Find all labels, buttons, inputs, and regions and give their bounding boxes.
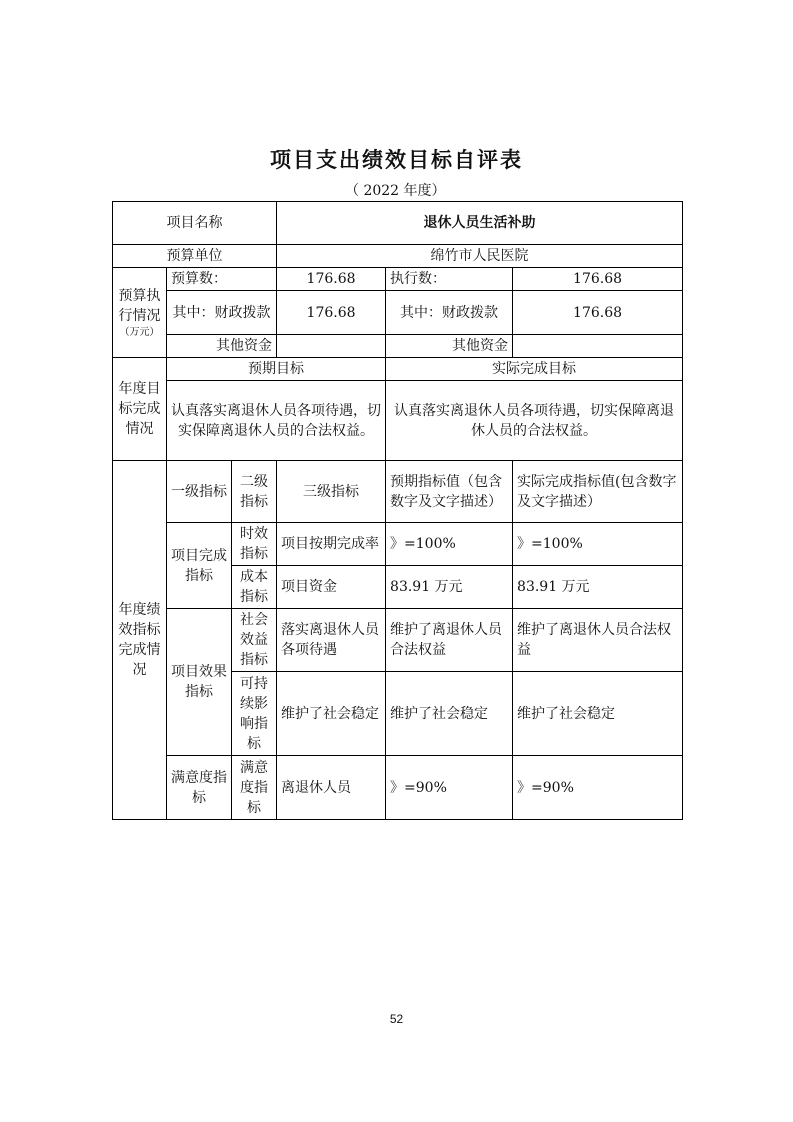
actual-value-header: 实际完成指标值(包含数字及文字描述） <box>513 461 683 523</box>
indicator-expected: 》=100% <box>386 523 513 566</box>
page-title: 项目支出绩效目标自评表 <box>270 148 523 172</box>
indicator-level2: 满意度指标 <box>232 756 277 820</box>
indicator-level3: 维护了社会稳定 <box>277 672 386 756</box>
project-name-row <box>113 202 683 245</box>
fiscal-exec-label: 其中：财政拨款 <box>386 291 513 335</box>
expected-goal-header: 预期目标 <box>167 358 386 381</box>
project-name-label: 项目名称 <box>113 202 277 245</box>
indicator-level2: 社会效益指标 <box>232 609 277 672</box>
actual-goal-text: 认真落实离退休人员各项待遇，切实保障离退休人员的合法权益。 <box>386 381 683 461</box>
annual-goal-content-row <box>113 381 683 461</box>
fiscal-budget-value: 176.68 <box>277 291 386 335</box>
budget-section-unit: （万元） <box>119 326 160 338</box>
evaluation-table <box>112 201 683 820</box>
indicator-actual: 维护了社会稳定 <box>513 672 683 756</box>
budget-amount-label: 预算数： <box>167 268 277 291</box>
other-funds-exec-value <box>513 335 683 358</box>
annual-goal-section-label: 年度目标完成情况 <box>113 358 167 461</box>
budget-unit-row <box>113 245 683 268</box>
indicator-level3: 项目按期完成率 <box>277 523 386 566</box>
indicator-level2: 可持续影响指标 <box>232 672 277 756</box>
indicator-actual: 》=100% <box>513 523 683 566</box>
indicator-level2: 成本指标 <box>232 566 277 609</box>
level3-header: 三级指标 <box>277 461 386 523</box>
other-funds-label: 其他资金 <box>167 335 277 358</box>
indicator-level2: 时效指标 <box>232 523 277 566</box>
indicator-level3: 离退休人员 <box>277 756 386 820</box>
indicator-header-row <box>113 461 683 523</box>
budget-section-label <box>113 268 167 358</box>
other-funds-row <box>113 335 683 358</box>
indicator-expected: 维护了离退休人员合法权益 <box>386 609 513 672</box>
budget-row <box>113 268 683 291</box>
table-row <box>113 523 683 566</box>
fiscal-row <box>113 291 683 335</box>
indicator-expected: 83.91 万元 <box>386 566 513 609</box>
output-indicator-group: 项目完成指标 <box>167 523 232 609</box>
indicator-level3: 落实离退休人员各项待遇 <box>277 609 386 672</box>
indicator-section-label: 年度绩效指标完成情况 <box>113 461 167 820</box>
budget-amount-value: 176.68 <box>277 268 386 291</box>
expected-value-header: 预期指标值（包含数字及文字描述） <box>386 461 513 523</box>
effect-indicator-group: 项目效果指标 <box>167 609 232 756</box>
annual-goal-header-row <box>113 358 683 381</box>
fiscal-exec-value: 176.68 <box>513 291 683 335</box>
other-funds-exec-label: 其他资金 <box>386 335 513 358</box>
satisfaction-indicator-group: 满意度指标 <box>167 756 232 820</box>
table-row <box>113 756 683 820</box>
indicator-expected: 维护了社会稳定 <box>386 672 513 756</box>
budget-section-title: 预算执行情况 <box>118 287 161 324</box>
table-row <box>113 609 683 672</box>
exec-amount-value: 176.68 <box>513 268 683 291</box>
level2-header: 二级指标 <box>232 461 277 523</box>
indicator-expected: 》=90% <box>386 756 513 820</box>
budget-unit-label: 预算单位 <box>113 245 277 268</box>
indicator-actual: 83.91 万元 <box>513 566 683 609</box>
page-number: 52 <box>389 1012 404 1026</box>
level1-header: 一级指标 <box>167 461 232 523</box>
indicator-actual: 维护了离退休人员合法权益 <box>513 609 683 672</box>
budget-unit-value: 绵竹市人民医院 <box>277 245 683 268</box>
exec-amount-label: 执行数： <box>386 268 513 291</box>
actual-goal-header: 实际完成目标 <box>386 358 683 381</box>
report-year: （ 2022 年度） <box>345 183 446 199</box>
indicator-actual: 》=90% <box>513 756 683 820</box>
other-funds-budget-value <box>277 335 386 358</box>
indicator-level3: 项目资金 <box>277 566 386 609</box>
expected-goal-text: 认真落实离退休人员各项待遇，切实保障离退休人员的合法权益。 <box>167 381 386 461</box>
project-name-value: 退休人员生活补助 <box>277 202 683 245</box>
fiscal-budget-label: 其中：财政拨款 <box>167 291 277 335</box>
